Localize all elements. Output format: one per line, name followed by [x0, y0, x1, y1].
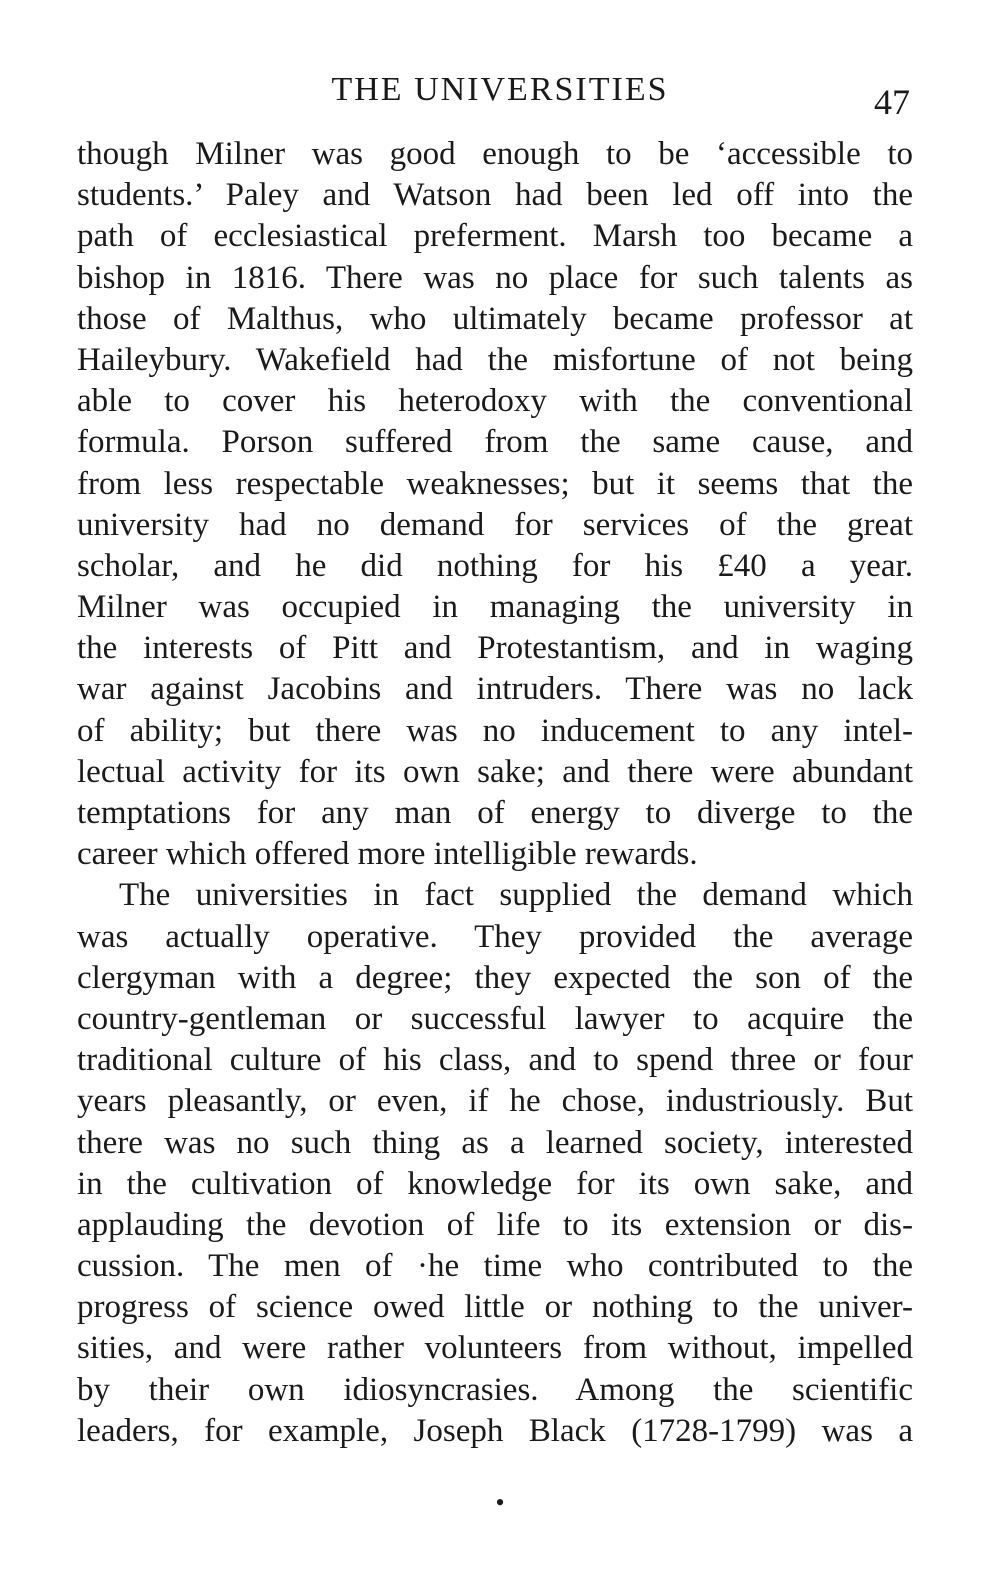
text-line: by their own idiosyncrasies. Among the scientific: [77, 1371, 913, 1408]
text-line: traditional culture of his class, and to spend three or four: [77, 1042, 913, 1079]
text-line: from less respectable weaknesses; but it seems that the: [77, 465, 913, 502]
text-line: though Milner was good enough to be ‘accessible to: [77, 136, 913, 172]
text-line: temptations for any man of energy to diverge to the: [77, 795, 913, 831]
running-head: [0, 68, 1000, 122]
text-line: leaders, for example, Joseph Black (1728-1799) was a: [77, 1412, 913, 1449]
text-line: years pleasantly, or even, if he chose, industriously. But: [77, 1083, 913, 1120]
page-number: 47: [874, 82, 910, 122]
text-line: clergyman with a degree; they expected the son of the: [77, 959, 913, 996]
text-line: of ability; but there was no inducement to any intel-: [77, 712, 913, 749]
text-line: Haileybury. Wakefield had the misfortune of not being: [77, 341, 913, 378]
text-line: country-gentleman or successful lawyer to acquire the: [77, 1000, 913, 1037]
text-line: sities, and were rather volunteers from without, impelled: [77, 1330, 913, 1367]
text-line: scholar, and he did nothing for his £40 a year.: [77, 547, 913, 584]
text-line: there was no such thing as a learned society, interested: [77, 1124, 913, 1161]
paragraph-start-line: The universities in fact supplied the demand which: [119, 877, 913, 914]
paragraph-end-line: career which offered more intelligible rewards.: [77, 836, 698, 873]
text-line: students.’ Paley and Watson had been led off into the: [77, 177, 913, 214]
text-line: applauding the devotion of life to its extension or dis-: [77, 1206, 913, 1243]
text-line: path of ecclesiastical preferment. Marsh too became a: [77, 218, 913, 255]
text-line: lectual activity for its own sake; and there were abundant: [77, 753, 913, 790]
text-line: able to cover his heterodoxy with the conventional: [77, 383, 913, 420]
text-line: the interests of Pitt and Protestantism, and in waging: [77, 630, 913, 667]
running-title: THE UNIVERSITIES: [331, 71, 669, 108]
text-line: cussion. The men of ·he time who contributed to the: [77, 1248, 913, 1285]
text-line: was actually operative. They provided the average: [77, 918, 913, 955]
text-line: progress of science owed little or nothing to the univer-: [77, 1289, 913, 1326]
signature-mark: •: [495, 1488, 505, 1517]
text-line: those of Malthus, who ultimately became professor at: [77, 300, 913, 337]
text-line: in the cultivation of knowledge for its own sake, and: [77, 1165, 913, 1202]
text-line: Milner was occupied in managing the university in: [77, 589, 913, 626]
text-line: university had no demand for services of the great: [77, 506, 913, 543]
text-line: bishop in 1816. There was no place for such talents as: [77, 259, 913, 296]
body-text: [77, 134, 913, 1452]
text-line: war against Jacobins and intruders. There was no lack: [77, 671, 913, 708]
text-line: formula. Porson suffered from the same cause, and: [77, 424, 913, 461]
